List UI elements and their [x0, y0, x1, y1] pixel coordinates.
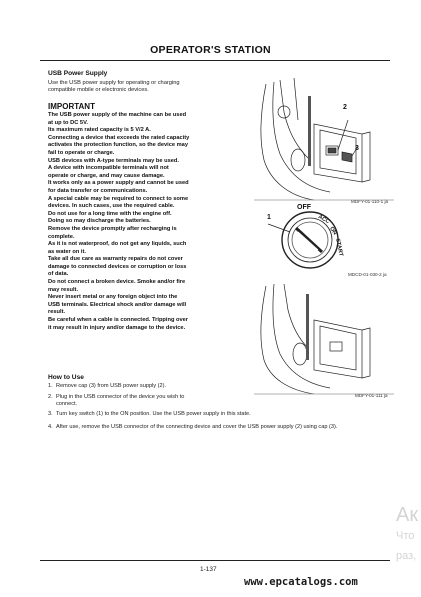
figure-caption: MDCD-01-030-2 ja — [348, 272, 387, 277]
howto-heading: How to Use — [48, 374, 84, 381]
important-line: operate or charge, and may cause damage. — [48, 172, 165, 179]
step-text: connect. — [56, 401, 78, 407]
usb-intro — [48, 80, 238, 95]
important-line: fail to operate or charge. — [48, 149, 115, 156]
usb-heading: USB Power Supply — [48, 70, 108, 77]
important-line: Do not use for a long time with the engine off. — [48, 210, 172, 217]
important-line: of data. — [48, 271, 69, 278]
important-line: Do not connect a broken device. Smoke and/or fire — [48, 279, 186, 286]
step-text: Plug in the USB connector of the device you wish to — [56, 394, 185, 400]
footer-rule — [40, 560, 390, 561]
important-line: as water on it. — [48, 248, 86, 255]
important-line: Its maximum rated capacity is 5 V/2 A. — [48, 127, 151, 134]
step-item — [48, 411, 393, 419]
important-line: Take all due care as warranty repairs do not cover — [48, 256, 183, 263]
important-line: Connecting a device that exceeds the rated capacity — [48, 134, 190, 141]
important-heading: IMPORTANT — [48, 102, 95, 111]
important-line: It works only as a power supply and cannot be used — [48, 180, 189, 187]
important-line: complete. — [48, 233, 75, 240]
important-line: devices. In such cases, use the required cable. — [48, 203, 175, 210]
key-acc-label: ACC — [317, 214, 331, 226]
step-item — [48, 424, 393, 432]
step-number: 2. — [48, 394, 53, 400]
important-line: it may result in injury and/or damage to the device. — [48, 324, 186, 331]
overlay-ghost-text: Что — [396, 530, 415, 542]
important-block — [48, 112, 238, 332]
page-number: 1-137 — [200, 566, 217, 573]
key-off-label: OFF — [297, 204, 311, 211]
callout-3: 3 — [355, 145, 359, 152]
important-line: A device with incompatible terminals will not — [48, 165, 169, 172]
step-number: 1. — [48, 383, 53, 389]
callout-2: 2 — [343, 104, 347, 111]
step-number: 3. — [48, 411, 53, 417]
important-line: Doing so may discharge the batteries. — [48, 218, 151, 225]
key-on-label: ON — [328, 226, 338, 237]
overlay-ghost-text: раз, — [396, 550, 417, 562]
key-start-label: START — [334, 238, 344, 257]
step-text: After use, remove the USB connector of the connecting device and cover the USB power supply (2) using cap (3). — [56, 424, 338, 430]
figure-caption: MDFY-01-110-1 ja — [351, 199, 389, 204]
callout-1: 1 — [267, 214, 271, 221]
step-number: 4. — [48, 424, 53, 430]
important-line: for data transfer or communications. — [48, 187, 148, 194]
figure-usb-side — [244, 280, 404, 400]
important-line: Remove the device promptly after recharging is — [48, 225, 177, 232]
important-line: USB terminals. Electrical shock and/or damage will — [48, 301, 187, 308]
figure-caption: MDFY-01-111 ja — [355, 393, 388, 398]
usb-intro-line: Use the USB power supply for operating or charging — [48, 80, 180, 86]
important-line: damage to connected devices or corruption or loss — [48, 263, 187, 270]
step-text: Remove cap (3) from USB power supply (2). — [56, 383, 167, 389]
figure-usb-location — [244, 74, 404, 206]
overlay-ghost-text: Ак — [396, 504, 419, 526]
important-line: Be careful when a cable is connected. Tripping over — [48, 317, 189, 324]
step-text: Turn key switch (1) to the ON position. Use the USB power supply in this state. — [56, 411, 251, 417]
important-line: Never insert metal or any foreign object into the — [48, 294, 178, 301]
important-line: activates the protection function, so the device may — [48, 142, 189, 149]
page-title: OPERATOR'S STATION — [150, 44, 271, 56]
important-line: result. — [48, 309, 66, 316]
usb-intro-line: compatible mobile or electronic devices. — [48, 87, 149, 94]
header-rule — [40, 60, 390, 61]
important-line: As it is not waterproof, do not get any liquids, such — [48, 241, 187, 248]
important-line: at up to DC 5V. — [48, 119, 88, 126]
important-line: A special cable may be required to connect to some — [48, 195, 189, 202]
important-line: may result. — [48, 286, 79, 293]
important-line: The USB power supply of the machine can be used — [48, 112, 187, 118]
important-line: USB devices with A-type terminals may be used. — [48, 157, 179, 164]
footer-watermark-url: www.epcatalogs.com — [244, 576, 358, 588]
